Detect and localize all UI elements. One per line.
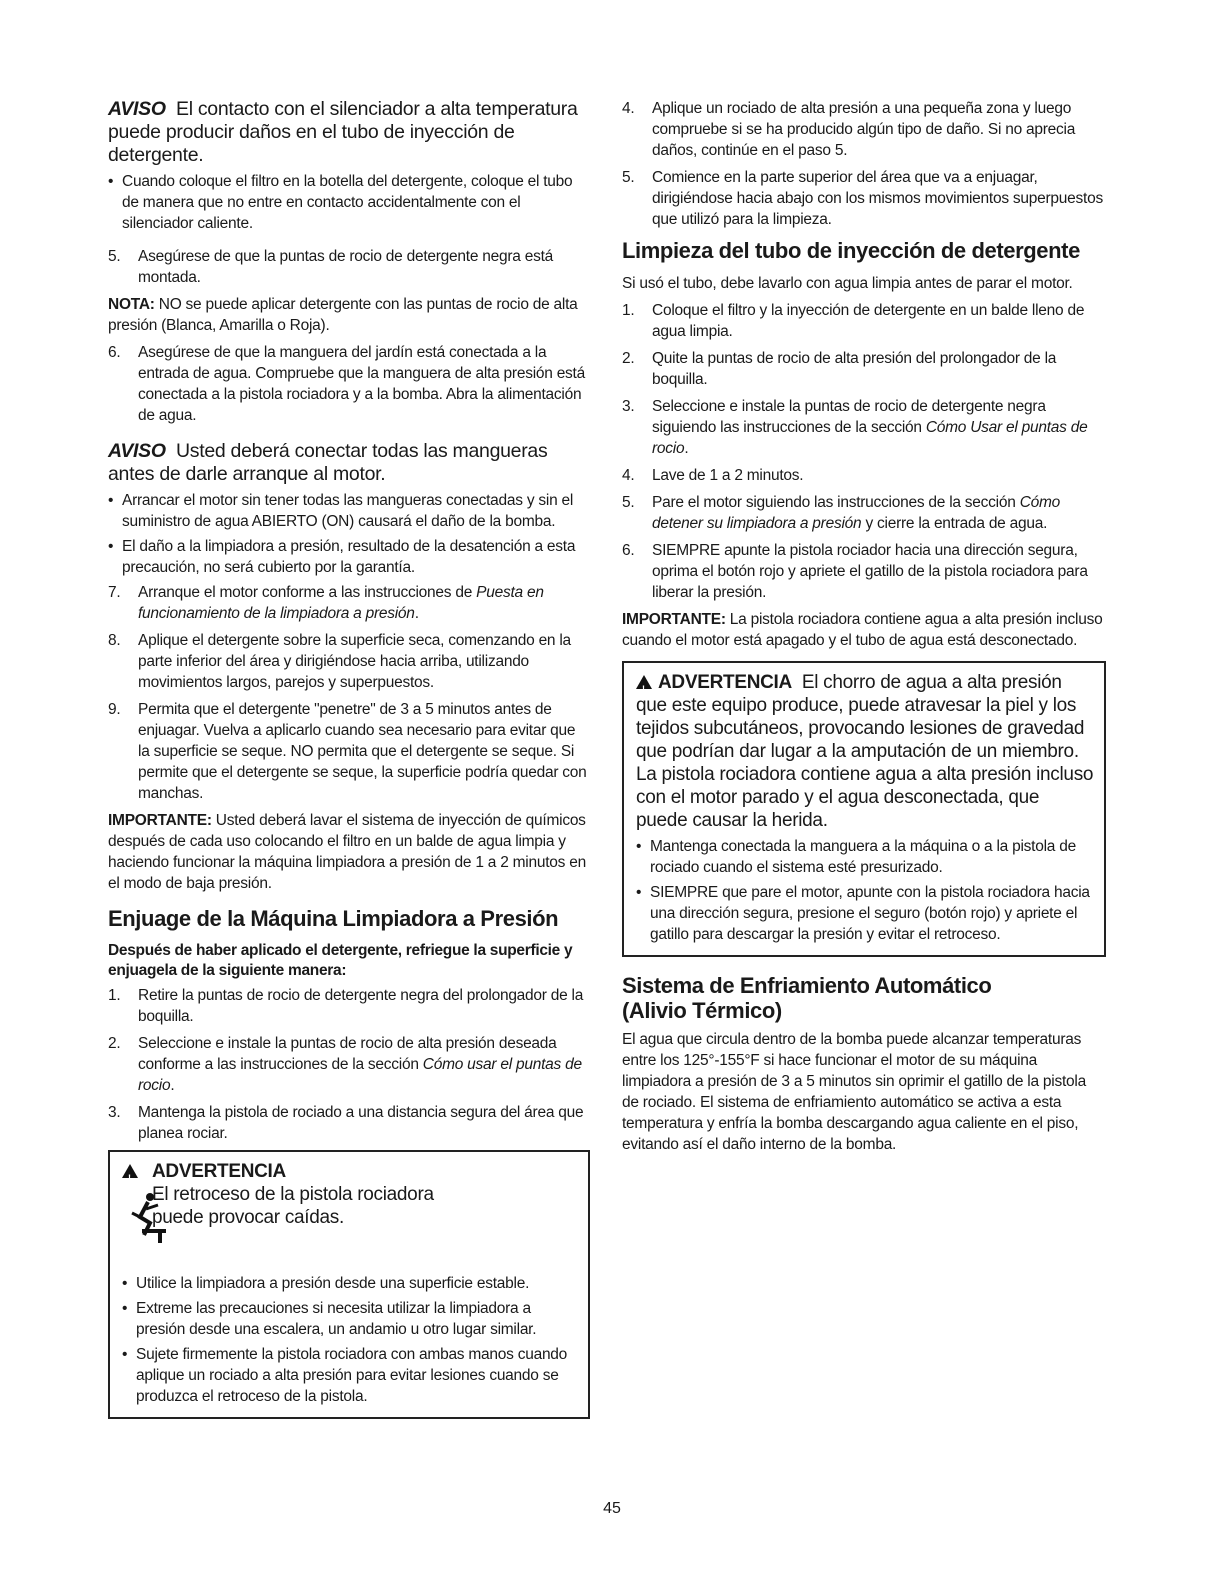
step-5: 5 . Asegúrese de que la puntas de rocio de detergente negra está montada. xyxy=(108,246,590,288)
step-4: 4 . Aplique un rociado de alta presión a una pequeña zona y luego compruebe si se ha producido algún tipo de daño. Si no aprecia daños, continúe en el paso 5. xyxy=(622,98,1106,161)
section-heading-rinse: Enjuage de la Máquina Limpiadora a Presión xyxy=(108,906,559,931)
thermal-paragraph: El agua que circula dentro de la bomba puede alcanzar temperaturas entre los 125°-155°F si hace funcionar el motor de su máquina limpiadora a presión de 3 a 5 minutos sin oprimir el gatillo de la pistola de rociado. El sistema de enfriamiento automático se activa a esta temperatura y enfría la bomba descargando agua caliente en el piso, evitando así el daño interno de la bomba. xyxy=(622,1031,1086,1153)
bullet-item: • El daño a la limpiadora a presión, resultado de la desatención a esta precaución, no será cubierto por la garantía. xyxy=(108,538,576,576)
warning-text-2: La pistola rociadora contiene agua a alta presión incluso con el motor parado y el agua desconectada, que puede causar la herida. xyxy=(636,764,1094,831)
bullet-item: • Extreme las precauciones si necesita utilizar la limpiadora a presión desde una escalera, un andamio u otro lugar similar. xyxy=(122,1300,537,1338)
page-number: 45 xyxy=(603,1500,621,1517)
warning-triangle-icon xyxy=(636,675,652,689)
step-8: 8 . Aplique el detergente sobre la superficie seca, comenzando en la parte inferior del área y dirigiéndose hacia arriba, utilizando movimientos largos, parejos y superpuestos. xyxy=(108,630,590,693)
rinse-step: 3 . Mantenga la pistola de rociado a una distancia segura del área que planea rociar. xyxy=(108,1102,590,1144)
clean-step: 6 . SIEMPRE apunte la pistola rociador hacia una dirección segura, oprima el botón rojo y apriete el gatillo de la pistola rociadora para liberar la presión. xyxy=(622,540,1106,603)
warning-text: El retroceso de la pistola rociadora puede provocar caídas. xyxy=(152,1184,434,1228)
clean-step: 1 . Coloque el filtro y la inyección de detergente en un balde lleno de agua limpia. xyxy=(622,300,1106,342)
nota-paragraph: NOTA: NO se puede aplicar detergente con las puntas de rocio de alta presión (Blanca, Amarilla o Roja). xyxy=(108,296,578,334)
aviso-notice-1 xyxy=(108,98,590,234)
bullet-item: • Arrancar el motor sin tener todas las mangueras conectadas y sin el suministro de agua ABIERTO (ON) causará el daño de la bomba. xyxy=(108,492,574,530)
clean-steps xyxy=(622,300,1106,603)
aviso-text: Usted deberá conectar todas las mangueras antes de darle arranque al motor. xyxy=(108,440,548,485)
left-column xyxy=(108,98,590,1419)
step-9: 9 . Permita que el detergente "penetre" de 3 a 5 minutos antes de enjuagar. Vuelva a aplicarlo cuando sea necesario para evitar que la superficie se seque. NO permita que el detergente se seque. Si permite que el detergente se seque, la superficie podría quedar con manchas. xyxy=(108,699,590,804)
bullet-item: • SIEMPRE que pare el motor, apunte con la pistola rociadora hacia una dirección segura, presione el seguro (botón rojo) y apriete el gatillo para descargar la presión y evitar el retroceso. xyxy=(636,884,1090,943)
warning-text: El chorro de agua a alta presión que este equipo produce, puede atravesar la piel y los tejidos subcutáneos, provocando lesiones de gravedad que podrían dar lugar a la amputación de un miembro. xyxy=(636,672,1085,762)
importante-paragraph: IMPORTANTE: La pistola rociadora contiene agua a alta presión incluso cuando el motor está apagado y el tubo de agua está desconectado. xyxy=(622,611,1103,649)
section-heading-clean: Limpieza del tubo de inyección de detergente xyxy=(622,238,1080,263)
aviso-notice-2 xyxy=(108,440,590,578)
step-5: 5 . Comience en la parte superior del área que va a enjuagar, dirigiéndose hacia abajo con los mismos movimientos superpuestos que utilizó para la limpieza. xyxy=(622,167,1106,230)
right-column xyxy=(622,98,1106,1155)
rinse-step: 2 . Seleccione e instale la puntas de rocio de alta presión deseada conforme a las instrucciones de la sección Cómo usar el puntas de rocio. xyxy=(108,1033,590,1096)
step-6: 6 . Asegúrese de que la manguera del jardín está conectada a la entrada de agua. Compruebe que la manguera de alta presión está conectada a la pistola rociadora y a la bomba. Abra la alimentación de agua. xyxy=(108,342,590,426)
warning-label: ADVERTENCIA xyxy=(152,1161,286,1182)
rinse-steps xyxy=(108,985,590,1144)
bullet-item: • Cuando coloque el filtro en la botella del detergente, coloque el tubo de manera que no entre en contacto accidentalmente con el silenciador caliente. xyxy=(108,173,573,232)
warning-triangle-icon xyxy=(122,1164,138,1178)
section-heading-thermal: Sistema de Enfriamiento Automático (Alivio Térmico) xyxy=(622,973,992,1023)
rinse-subheading: Después de haber aplicado el detergente, refriegue la superficie y enjuagela de la siguiente manera: xyxy=(108,942,573,979)
bullet-item: • Sujete firmemente la pistola rociadora con ambas manos cuando aplique un rociado a alta presión para evitar lesiones cuando se produzca el retroceso de la pistola. xyxy=(122,1346,568,1405)
clean-step: 3 . Seleccione e instale la puntas de rocio de detergente negra siguiendo las instrucciones de la sección Cómo Usar el puntas de rocio. xyxy=(622,396,1106,459)
clean-step: 4 . Lave de 1 a 2 minutos. xyxy=(622,465,1106,486)
clean-step: 2 . Quite la puntas de rocio de alta presión del prolongador de la boquilla. xyxy=(622,348,1106,390)
aviso-text: El contacto con el silenciador a alta temperatura puede producir daños en el tubo de inyección de detergente. xyxy=(108,98,578,166)
aviso-label: AVISO xyxy=(108,98,166,120)
clean-step: 5 . Pare el motor siguiendo las instrucciones de la sección Cómo detener su limpiadora a presión y cierre la entrada de agua. xyxy=(622,492,1106,534)
warning-box-injection xyxy=(622,661,1106,957)
step-7: 7 . Arranque el motor conforme a las instrucciones de Puesta en funcionamiento de la limpiadora a presión. xyxy=(108,582,590,624)
bullet-item: • Utilice la limpiadora a presión desde una superficie estable. xyxy=(122,1275,530,1292)
warning-label: ADVERTENCIA xyxy=(658,672,792,693)
importante-paragraph: IMPORTANTE: Usted deberá lavar el sistema de inyección de químicos después de cada uso colocando el filtro en un balde de agua limpia y haciendo funcionar la máquina limpiadora a presión de 1 a 2 minutos en el modo de baja presión. xyxy=(108,812,586,892)
rinse-step: 1 . Retire la puntas de rocio de detergente negra del prolongador de la boquilla. xyxy=(108,985,590,1027)
aviso-label: AVISO xyxy=(108,440,166,462)
bullet-item: • Mantenga conectada la manguera a la máquina o a la pistola de rociado cuando el sistema esté presurizado. xyxy=(636,838,1076,876)
warning-box-recoil xyxy=(108,1150,590,1419)
clean-intro: Si usó el tubo, debe lavarlo con agua limpia antes de parar el motor. xyxy=(622,275,1073,292)
